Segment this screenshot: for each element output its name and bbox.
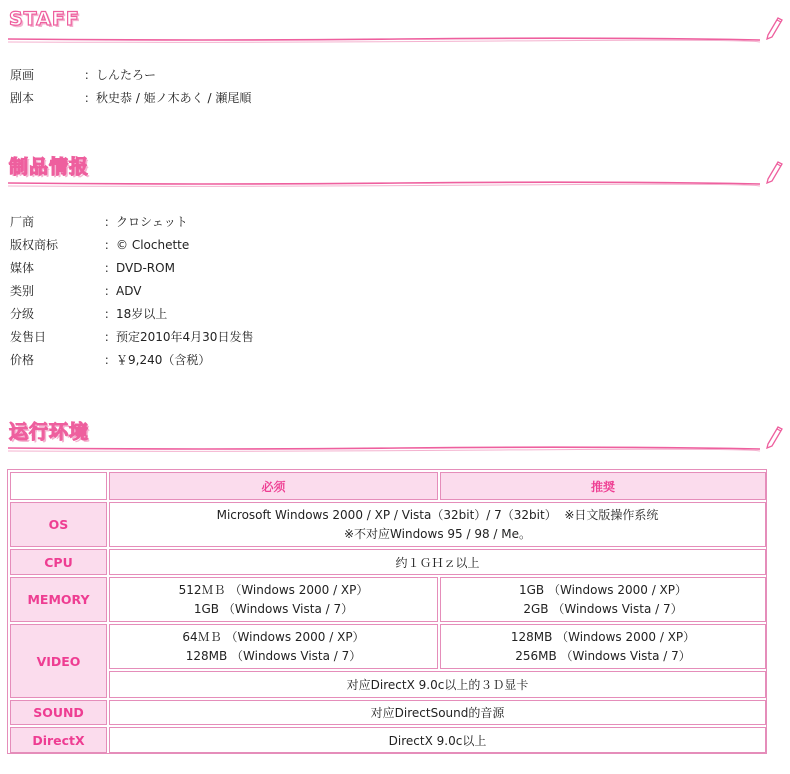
video-required-cell [109, 624, 438, 669]
memory-required-line: 512ＭＢ （Windows 2000 / XP） [178, 582, 369, 597]
staff-label: 原画 [10, 68, 35, 82]
row-header-video: VIDEO [10, 624, 107, 698]
os-line: Microsoft Windows 2000 / XP / Vista（32bit）/ 7（32bit） ※日文版操作系统 [216, 507, 659, 522]
product-section-header [0, 150, 790, 200]
section-title: 运行环境 [9, 421, 90, 443]
pencil-icon [764, 423, 784, 449]
table-corner-cell [10, 472, 107, 500]
row-header-cpu: CPU [10, 549, 107, 575]
memory-required-cell [109, 577, 438, 622]
row-header-directx: DirectX [10, 727, 107, 753]
pencil-icon [764, 14, 784, 40]
memory-required-line: 1GB （Windows Vista / 7） [193, 601, 354, 616]
product-label: 价格 [10, 353, 35, 367]
video-recommended-cell [440, 624, 766, 669]
column-header-required: 必须 [109, 472, 438, 500]
sound-requirement-cell: 对应DirectSound的音源 [109, 700, 766, 725]
video-recommended-line: 128MB （Windows 2000 / XP） [510, 629, 696, 644]
video-note-cell: 对应DirectX 9.0c以上的３Ｄ显卡 [109, 671, 766, 698]
environment-section-header [0, 415, 790, 465]
memory-recommended-line: 2GB （Windows Vista / 7） [523, 601, 683, 616]
staff-value: ：秋史恭 / 姫ノ木あく / 瀬尾順 [84, 91, 252, 105]
product-label: 厂商 [10, 215, 35, 229]
video-recommended-line: 256MB （Windows Vista / 7） [515, 648, 691, 663]
section-title: 制品情报 [9, 156, 90, 178]
os-note: ※不对应Windows 95 / 98 / Me。 [343, 526, 532, 541]
system-requirements-table [7, 469, 767, 754]
row-header-sound: SOUND [10, 700, 107, 725]
pencil-icon [764, 158, 784, 184]
video-required-line: 128MB （Windows Vista / 7） [185, 648, 362, 663]
row-header-memory: MEMORY [10, 577, 107, 622]
memory-recommended-line: 1GB （Windows 2000 / XP） [518, 582, 688, 597]
product-label: 发售日 [10, 330, 47, 344]
column-header-recommended: 推奨 [440, 472, 766, 500]
staff-value: ：しんたろー [84, 68, 157, 82]
product-label: 类别 [10, 284, 35, 298]
product-label: 分级 [10, 307, 35, 321]
video-required-line: 64ＭＢ （Windows 2000 / XP） [182, 629, 365, 644]
product-value: ：DVD-ROM [104, 261, 175, 275]
section-divider [0, 415, 790, 465]
staff-section-header [0, 6, 790, 56]
product-label: 媒体 [10, 261, 35, 275]
os-requirement-cell [109, 502, 766, 547]
product-value: ：预定2010年4月30日发售 [104, 330, 254, 344]
product-label: 版权商标 [10, 238, 59, 252]
section-divider [0, 150, 790, 200]
cpu-requirement-cell: 约１ＧＨｚ以上 [109, 549, 766, 575]
product-value: ：© Clochette [104, 238, 190, 252]
row-header-os: OS [10, 502, 107, 547]
section-title: STAFF [9, 8, 80, 30]
staff-label: 剧本 [10, 91, 35, 105]
section-divider [0, 6, 790, 56]
product-value: ：￥9,240（含税） [104, 353, 211, 367]
product-value: ：クロシェット [104, 215, 188, 229]
memory-recommended-cell [440, 577, 766, 622]
directx-requirement-cell: DirectX 9.0c以上 [109, 727, 766, 753]
product-value: ：ADV [104, 284, 142, 298]
product-value: ：18岁以上 [104, 307, 168, 321]
